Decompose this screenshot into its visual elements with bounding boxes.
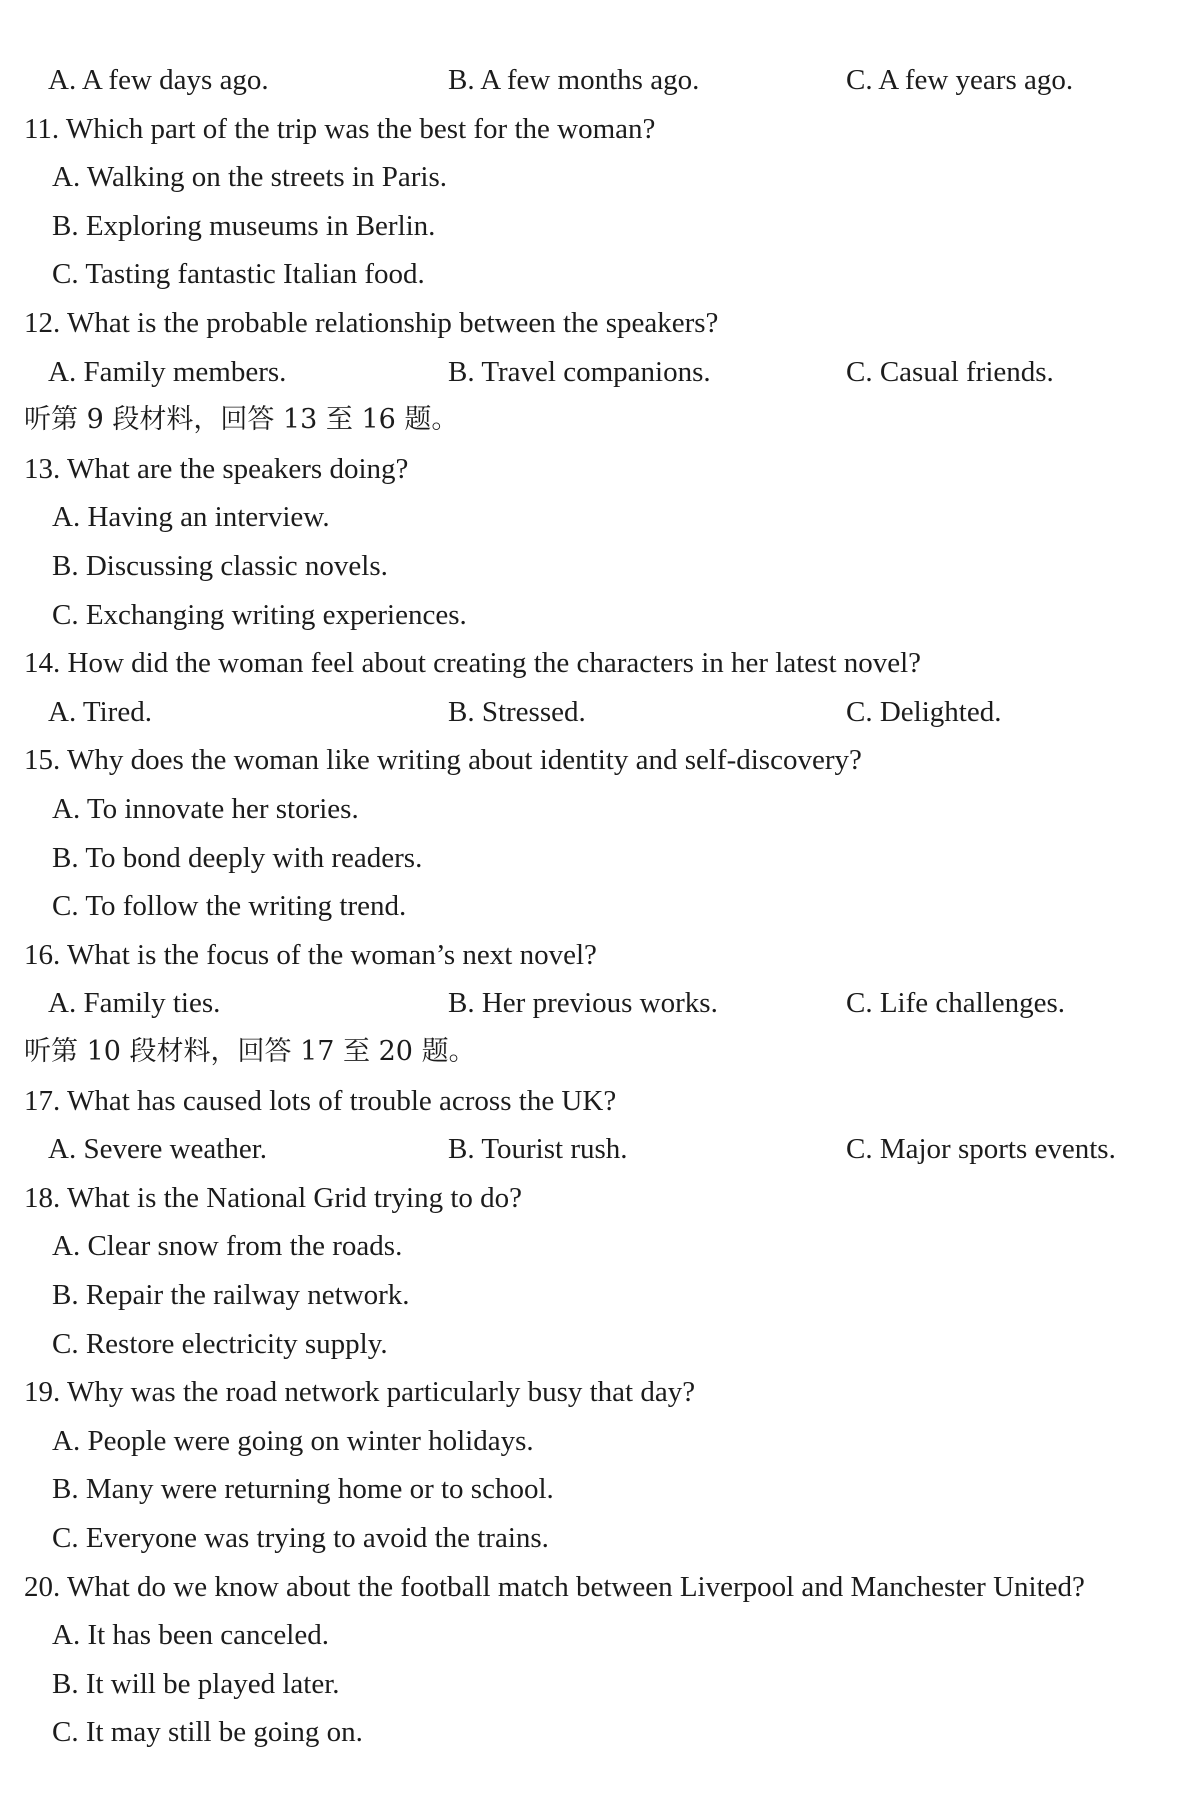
question-line [0, 1077, 1200, 1125]
question-text: 11. Which part of the trip was the best for the woman? [24, 112, 656, 145]
option-line [0, 834, 1200, 882]
question-line [0, 105, 1200, 153]
question-text: 14. How did the woman feel about creating the characters in her latest novel? [24, 647, 922, 680]
option-a: A. Family members. [48, 355, 287, 388]
option-c: C. Major sports events. [846, 1133, 1116, 1166]
option-text: B. Exploring museums in Berlin. [52, 209, 436, 242]
option-line [0, 1660, 1200, 1708]
option-text: C. Restore electricity supply. [52, 1327, 388, 1360]
option-line [0, 1222, 1200, 1270]
question-text: 20. What do we know about the football match between Liverpool and Manchester United? [24, 1570, 1085, 1603]
option-a: A. A few days ago. [48, 64, 269, 96]
option-a: A. Family ties. [48, 987, 221, 1020]
option-line [0, 250, 1200, 298]
option-line [0, 1611, 1200, 1659]
option-b: B. Travel companions. [448, 355, 711, 388]
option-c: C. A few years ago. [846, 64, 1074, 96]
option-text: C. Everyone was trying to avoid the trains. [52, 1522, 549, 1554]
option-row [0, 979, 1200, 1027]
question-text: 17. What has caused lots of trouble across the UK? [24, 1084, 617, 1117]
option-row [0, 1125, 1200, 1173]
option-text: C. Exchanging writing experiences. [52, 598, 467, 631]
option-line [0, 591, 1200, 639]
option-line [0, 1320, 1200, 1368]
option-row [0, 688, 1200, 736]
question-text: 16. What is the focus of the woman’s next novel? [24, 938, 597, 971]
question-line [0, 1563, 1200, 1611]
question-line [0, 931, 1200, 979]
option-text: B. It will be played later. [52, 1667, 340, 1700]
question-line [0, 445, 1200, 493]
option-text: B. Many were returning home or to school. [52, 1473, 554, 1506]
option-line [0, 1465, 1200, 1513]
section-instruction-text: 听第 9 段材料，回答 13 至 16 题。 [24, 404, 459, 436]
option-c: C. Delighted. [846, 695, 1002, 728]
option-c: C. Life challenges. [846, 987, 1066, 1020]
question-line [0, 639, 1200, 687]
question-line [0, 1368, 1200, 1416]
option-line [0, 1514, 1200, 1562]
option-line [0, 202, 1200, 250]
question-text: 18. What is the National Grid trying to do? [24, 1181, 523, 1214]
question-line [0, 299, 1200, 347]
option-line [0, 882, 1200, 930]
option-text: B. Discussing classic novels. [52, 550, 388, 582]
option-text: C. Tasting fantastic Italian food. [52, 258, 425, 291]
option-text: C. To follow the writing trend. [52, 890, 407, 923]
section-instruction-text: 听第 10 段材料，回答 17 至 20 题。 [24, 1036, 476, 1067]
question-line [0, 1174, 1200, 1222]
option-b: B. Stressed. [448, 695, 586, 728]
option-line [0, 542, 1200, 590]
option-b: B. Tourist rush. [448, 1133, 628, 1166]
option-a: A. Severe weather. [48, 1133, 268, 1166]
question-text: 12. What is the probable relationship between the speakers? [24, 307, 719, 339]
option-text: A. Walking on the streets in Paris. [52, 161, 448, 194]
option-line [0, 153, 1200, 201]
option-text: A. People were going on winter holidays. [52, 1424, 534, 1457]
option-text: A. To innovate her stories. [52, 793, 359, 825]
option-line [0, 493, 1200, 541]
option-line [0, 785, 1200, 833]
option-row [0, 348, 1200, 396]
question-line [0, 736, 1200, 784]
option-line [0, 1708, 1200, 1756]
option-text: C. It may still be going on. [52, 1716, 363, 1749]
option-text: A. Clear snow from the roads. [52, 1230, 403, 1263]
question-text: 15. Why does the woman like writing about identity and self-discovery? [24, 744, 862, 777]
option-b: B. A few months ago. [448, 64, 700, 96]
option-text: A. Having an interview. [52, 501, 330, 534]
option-c: C. Casual friends. [846, 355, 1054, 388]
option-row [0, 56, 1200, 104]
option-text: B. To bond deeply with readers. [52, 841, 423, 874]
question-text: 13. What are the speakers doing? [24, 452, 409, 485]
option-b: B. Her previous works. [448, 987, 718, 1020]
question-text: 19. Why was the road network particularly busy that day? [24, 1376, 696, 1409]
section-instruction [0, 396, 1200, 444]
option-line [0, 1271, 1200, 1319]
option-text: A. It has been canceled. [52, 1619, 329, 1652]
option-a: A. Tired. [48, 695, 152, 728]
section-instruction [0, 1028, 1200, 1076]
option-line [0, 1417, 1200, 1465]
option-text: B. Repair the railway network. [52, 1279, 410, 1311]
